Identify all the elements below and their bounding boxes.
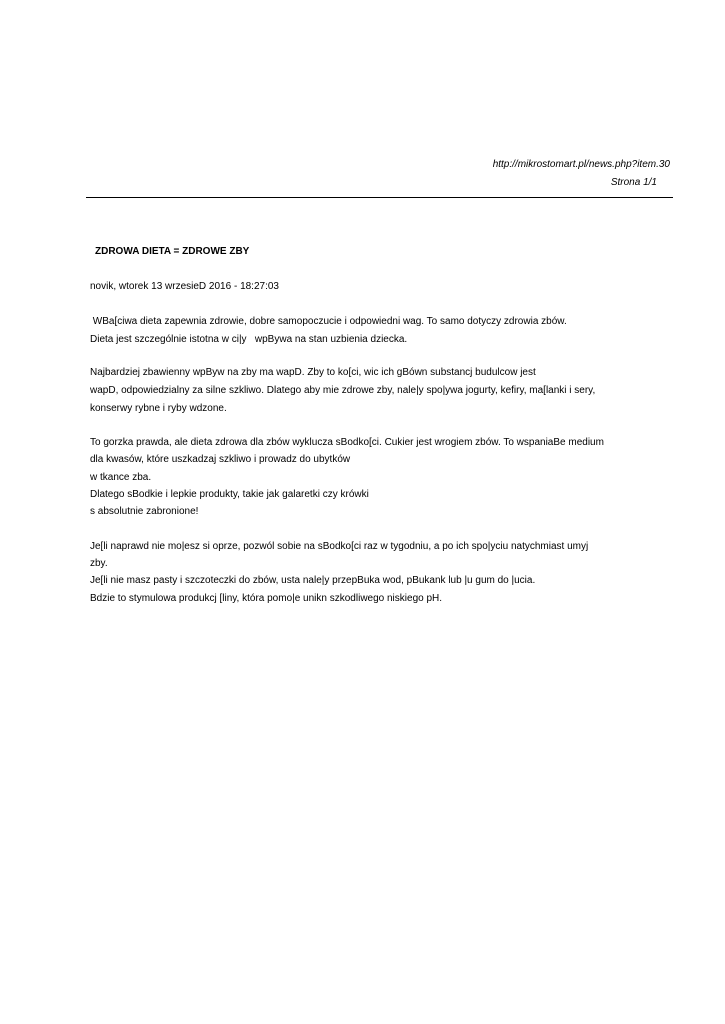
paragraph-line: Je[li nie masz pasty i szczoteczki do zbów, usta nale|y przepBuka wod, pBukank lub |u gum do |ucia. [90, 575, 536, 586]
paragraph-line: Dieta jest szczególnie istotna w ci|y wpBywa na stan uzbienia dziecka. [90, 334, 408, 345]
paragraph-line: Bdzie to stymulowa produkcj [liny, która pomo|e unikn szkodliwego niskiego pH. [90, 593, 443, 604]
paragraph-line: w tkance zba. [90, 472, 152, 483]
paragraph-line: wapD, odpowiedzialny za silne szkliwo. Dlatego aby mie zdrowe zby, nale|y spo|ywa jogurty, kefiry, ma[lanki i sery, [90, 385, 596, 396]
header-url: http://mikrostomart.pl/news.php?item.30 [492, 159, 670, 170]
article-meta: novik, wtorek 13 wrzesieD 2016 - 18:27:03 [90, 281, 279, 292]
paragraph-line: Najbardziej zbawienny wpByw na zby ma wapD. Zby to ko[ci, wic ich gBówn substancj budulcow jest [90, 367, 536, 378]
page-number: Strona 1/1 [610, 177, 657, 188]
paragraph-line: To gorzka prawda, ale dieta zdrowa dla zbów wyklucza sBodko[ci. Cukier jest wrogiem zbów. To wspaniaBe medium [90, 437, 604, 448]
header-divider [86, 197, 673, 198]
paragraph-line: konserwy rybne i ryby wdzone. [90, 403, 227, 414]
paragraph-line: Je[li naprawd nie mo|esz si oprze, pozwól sobie na sBodko[ci raz w tygodniu, a po ich spo|yciu natychmiast umyj [90, 541, 589, 552]
paragraph-line: zby. [90, 558, 108, 569]
paragraph-line: dla kwasów, które uszkadzaj szkliwo i prowadz do ubytków [90, 454, 351, 465]
paragraph-line: Dlatego sBodkie i lepkie produkty, takie jak galaretki czy krówki [90, 489, 369, 500]
paragraph-line: WBa[ciwa dieta zapewnia zdrowie, dobre samopoczucie i odpowiedni wag. To samo dotyczy zdrowia zbów. [90, 316, 567, 327]
paragraph-line: s absolutnie zabronione! [90, 506, 199, 517]
article-title: ZDROWA DIETA = ZDROWE ZBY [95, 246, 250, 257]
